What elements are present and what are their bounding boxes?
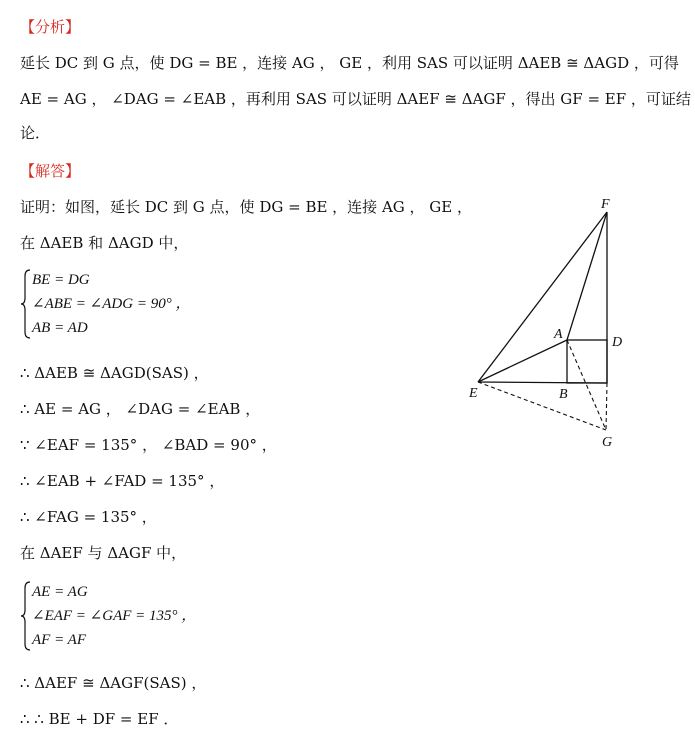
step-1-4: ∴ ∠EAB + ∠FAD = 135° ， [20, 472, 225, 490]
segment-EG [478, 382, 606, 430]
label-B: B [559, 387, 568, 402]
step-2-1: ∴ ΔAEF ≅ ΔAGF(SAS) ， [20, 674, 207, 692]
label-D: D [612, 335, 623, 350]
step-1-1: ∴ ΔAEB ≅ ΔAGD(SAS) ， [20, 364, 209, 382]
label-G: G [602, 435, 613, 450]
analysis-line-3: 论． [20, 124, 51, 142]
system-2-row-2: ∠EAF = ∠GAF = 135° ， [32, 608, 197, 624]
solution-heading: 【解答】 [20, 162, 81, 180]
segment-EA [478, 340, 567, 382]
step-2-2: ∴ ∴ BE + DF = EF ． [20, 710, 179, 728]
left-brace-icon [20, 268, 32, 340]
analysis-line-1: 延长 DC 到 G 点，使 DG = BE ，连接 AG ， GE ，利用 SAS 可以证明 ΔAEB ≅ ΔAGD ，可得 [20, 54, 679, 72]
in-triangles-2: 在 ΔAEF 与 ΔAGF 中， [20, 544, 187, 562]
analysis-line-2: AE = AG ， ∠DAG = ∠EAB ，再利用 SAS 可以证明 ΔAEF ≅ ΔAGF ，得出 GF = EF ，可证结 [20, 90, 691, 108]
system-1-row-1: BE = DG [32, 272, 90, 288]
system-1-row-2: ∠ABE = ∠ADG = 90° ， [32, 296, 191, 312]
label-A: A [554, 327, 563, 342]
system-1-row-3: AB = AD [32, 320, 88, 336]
step-1-5: ∴ ∠FAG = 135° ， [20, 508, 157, 526]
segment-EF [478, 212, 607, 382]
label-E: E [469, 386, 478, 401]
system-2-row-1: AE = AG [32, 584, 88, 600]
solution-intro: 证明：如图，延长 DC 到 G 点，使 DG = BE ，连接 AG ， GE ， [20, 198, 473, 216]
left-brace-icon [20, 580, 32, 652]
segment-FA [567, 212, 607, 340]
label-F: F [601, 197, 610, 212]
geometry-figure [470, 195, 630, 450]
step-1-3: ∵ ∠EAF = 135° ， ∠BAD = 90° ， [20, 436, 277, 454]
step-1-2: ∴ AE = AG ， ∠DAG = ∠EAB ， [20, 400, 261, 418]
system-2-row-3: AF = AF [32, 632, 87, 648]
segment-AG [567, 340, 606, 430]
in-triangles-1: 在 ΔAEB 和 ΔAGD 中， [20, 234, 189, 252]
square-ABCD [567, 340, 607, 383]
analysis-heading: 【分析】 [20, 18, 81, 36]
segment-DG [606, 383, 607, 430]
